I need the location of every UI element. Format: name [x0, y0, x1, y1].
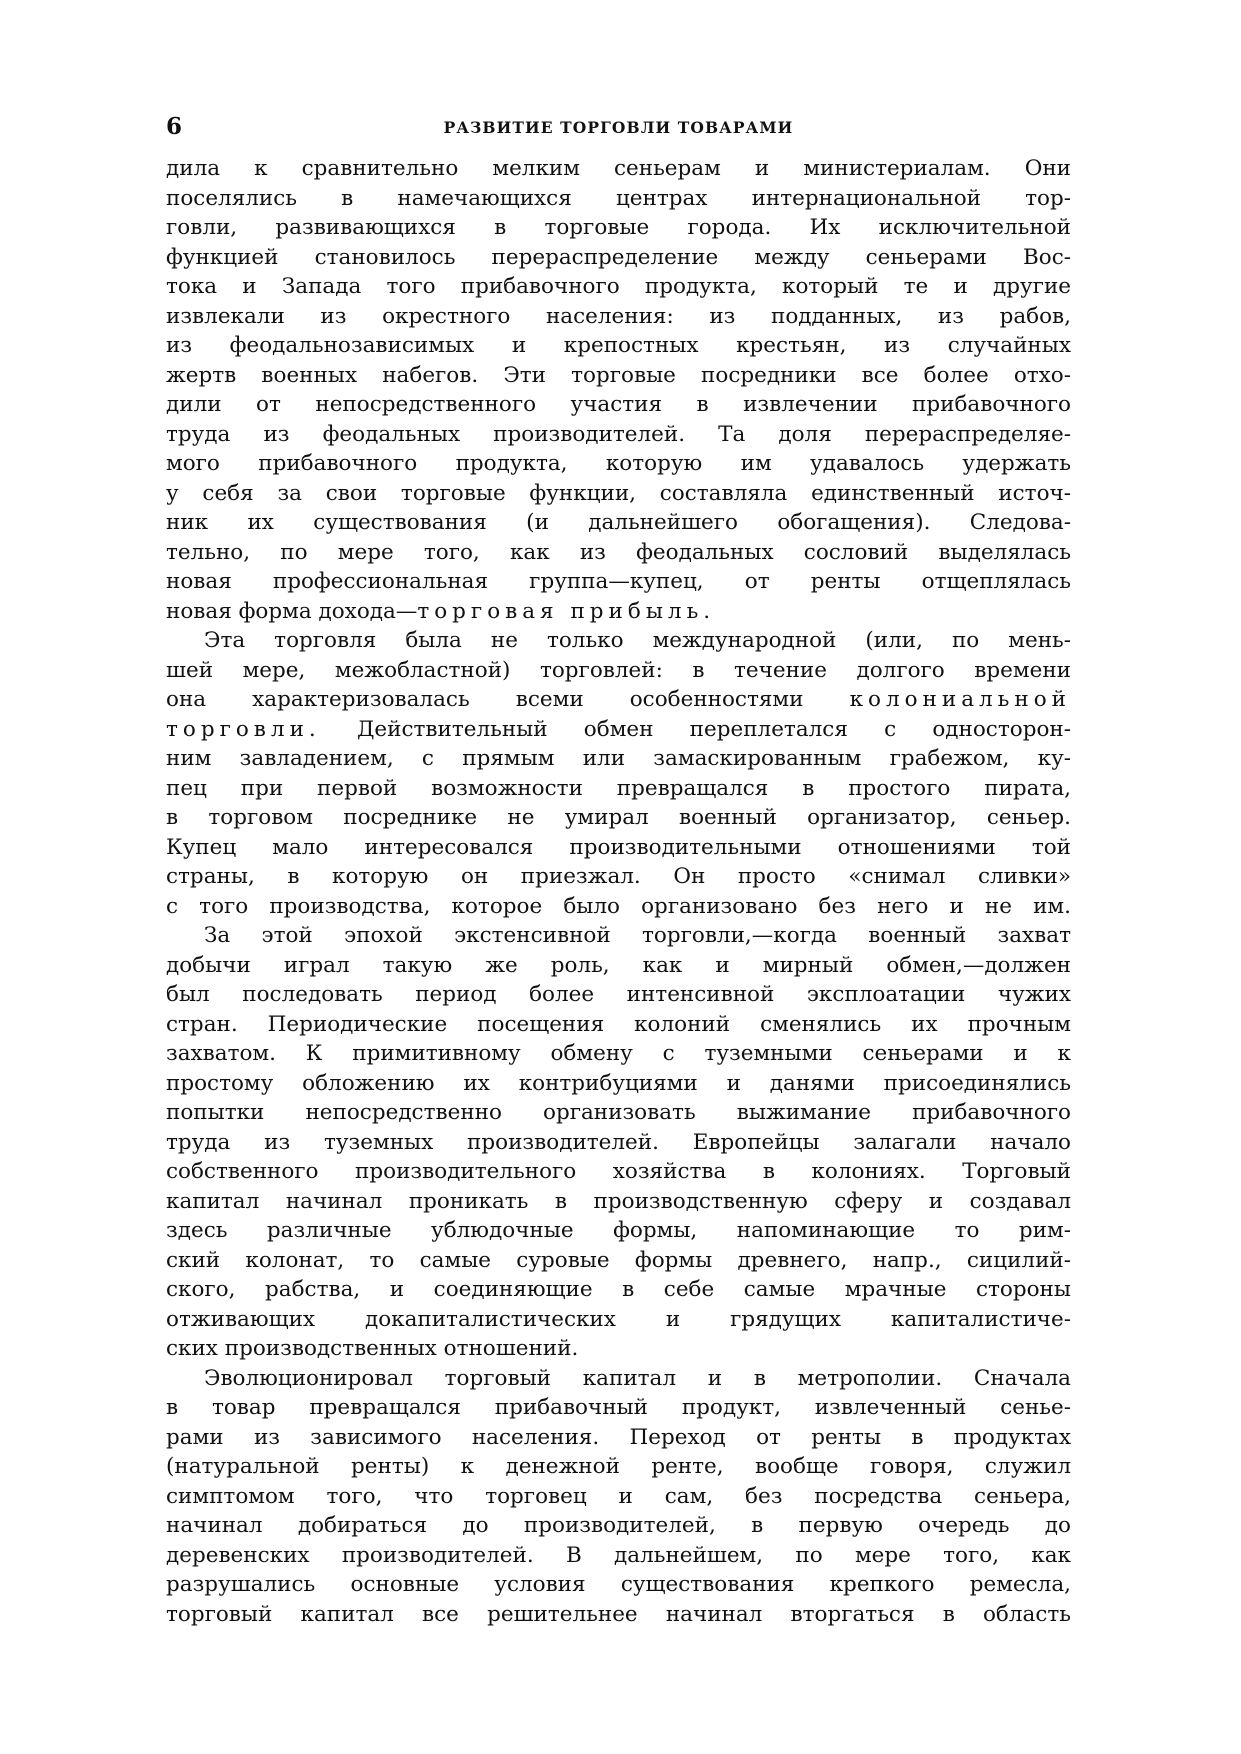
- text-line: собственного производительного хозяйства в колониях. Торговый: [166, 1159, 1071, 1184]
- page-header: [166, 112, 1071, 142]
- text-line: попытки непосредственно организовать выжимание прибавочного: [166, 1100, 1071, 1125]
- text-line: был последовать период более интенсивной эксплоатации чужих: [166, 982, 1071, 1007]
- text-line: дила к сравнительно мелким сеньерам и министериалам. Они: [166, 156, 1071, 181]
- text-line: новая профессиональная группа—купец, от ренты отщеплялась: [166, 569, 1071, 594]
- text-line: здесь различные ублюдочные формы, напоминающие то рим-: [166, 1218, 1071, 1243]
- text-line: ник их существования (и дальнейшего обогащения). Следова-: [166, 510, 1071, 535]
- text-line: ский колонат, то самые суровые формы древнего, напр., сицилий-: [166, 1247, 1071, 1273]
- text-line: шей мере, межобластной) торговлей: в течение долгого времени: [166, 657, 1071, 683]
- text-line: капитал начинал проникать в производственную сферу и создавал: [166, 1188, 1071, 1214]
- body-text: [166, 154, 1071, 1629]
- text-line: из феодальнозависимых и крепостных крестьян, из случайных: [166, 333, 1071, 358]
- text-line: торговый капитал все решительнее начинал вторгаться в область: [166, 1601, 1071, 1627]
- text-line: новая форма дохода—торговая прибыль.: [166, 598, 716, 624]
- text-line: пец при первой возможности превращался в простого пирата,: [166, 775, 1071, 801]
- text-line: поселялись в намечающихся центрах интернациональной тор-: [166, 185, 1071, 211]
- text-line: рами из зависимого населения. Переход от ренты в продуктах: [166, 1424, 1071, 1450]
- text-line: тельно, по мере того, как из феодальных сословий выделялась: [166, 539, 1071, 565]
- text-line: симптомом того, что торговец и сам, без посредства сеньера,: [166, 1483, 1071, 1509]
- text-line: разрушались основные условия существования крепкого ремесла,: [166, 1572, 1071, 1597]
- text-line: отживающих докапиталистических и грядущих капиталистиче-: [166, 1306, 1071, 1332]
- text-line: (натуральной ренты) к денежной ренте, вообще говоря, служил: [166, 1454, 1071, 1479]
- text-line: тока и Запада того прибавочного продукта, который те и другие: [166, 274, 1071, 299]
- text-line: торговли. Действительный обмен переплетался с односторон-: [166, 716, 1071, 742]
- spaced-emphasis: колониальной: [849, 687, 1071, 712]
- text-line: захватом. К примитивному обмену с туземными сеньерами и к: [166, 1041, 1071, 1066]
- text-line: у себя за свои торговые функции, составляла единственный источ-: [166, 480, 1071, 506]
- text-line: стран. Периодические посещения колоний сменялись их прочным: [166, 1011, 1071, 1037]
- text-line: добычи играл такую же роль, как и мирный обмен,—должен: [166, 952, 1071, 978]
- text-line: ских производственных отношений.: [166, 1336, 579, 1361]
- text-line: ним завладением, с прямым или замаскированным грабежом, ку-: [166, 746, 1071, 771]
- text-line: начинал добираться до производителей, в первую очередь до: [166, 1513, 1071, 1538]
- text-line: она характеризовалась всеми особенностями колониальной: [166, 687, 1071, 712]
- page-number: 6: [166, 113, 183, 140]
- spaced-emphasis: торговая прибыль.: [417, 598, 716, 624]
- text-line: жертв военных набегов. Эти торговые посредники все более отхо-: [166, 362, 1071, 388]
- text-line: в товар превращался прибавочный продукт, извлеченный сенье-: [166, 1395, 1071, 1420]
- text-line: страны, в которую он приезжал. Он просто «снимал сливки»: [166, 864, 1071, 889]
- running-title: РАЗВИТИЕ ТОРГОВЛИ ТОВАРАМИ: [443, 118, 794, 137]
- text-line: извлекали из окрестного населения: из подданных, из рабов,: [166, 303, 1071, 329]
- text-line: с того производства, которое было организовано без него и не им.: [166, 893, 1071, 919]
- text-line: труда из феодальных производителей. Та доля перераспределяе-: [166, 421, 1071, 447]
- text-line: в торговом посреднике не умирал военный организатор, сеньер.: [166, 805, 1071, 830]
- text-line: дили от непосредственного участия в извлечении прибавочного: [166, 392, 1071, 417]
- text-line: мого прибавочного продукта, которую им удавалось удержать: [166, 451, 1071, 476]
- text-line: ского, рабства, и соединяющие в себе самые мрачные стороны: [166, 1277, 1071, 1302]
- text-line: труда из туземных производителей. Европейцы залагали начало: [166, 1129, 1071, 1155]
- text-line: говли, развивающихся в торговые города. Их исключительной: [166, 215, 1071, 240]
- text-line: функцией становилось перераспределение между сеньерами Вос-: [166, 244, 1071, 270]
- text-line: деревенских производителей. В дальнейшем, по мере того, как: [166, 1542, 1071, 1568]
- text-line: Купец мало интересовался производительными отношениями той: [166, 834, 1071, 860]
- text-line: Эта торговля была не только международной (или, по мень-: [204, 628, 1071, 653]
- spaced-emphasis: торговли.: [166, 716, 321, 742]
- text-line: простому обложению их контрибуциями и данями присоединялись: [166, 1070, 1071, 1096]
- text-line: Эволюционировал торговый капитал и в метрополии. Сначала: [204, 1365, 1071, 1391]
- text-line: За этой эпохой экстенсивной торговли,—когда военный захват: [204, 923, 1071, 948]
